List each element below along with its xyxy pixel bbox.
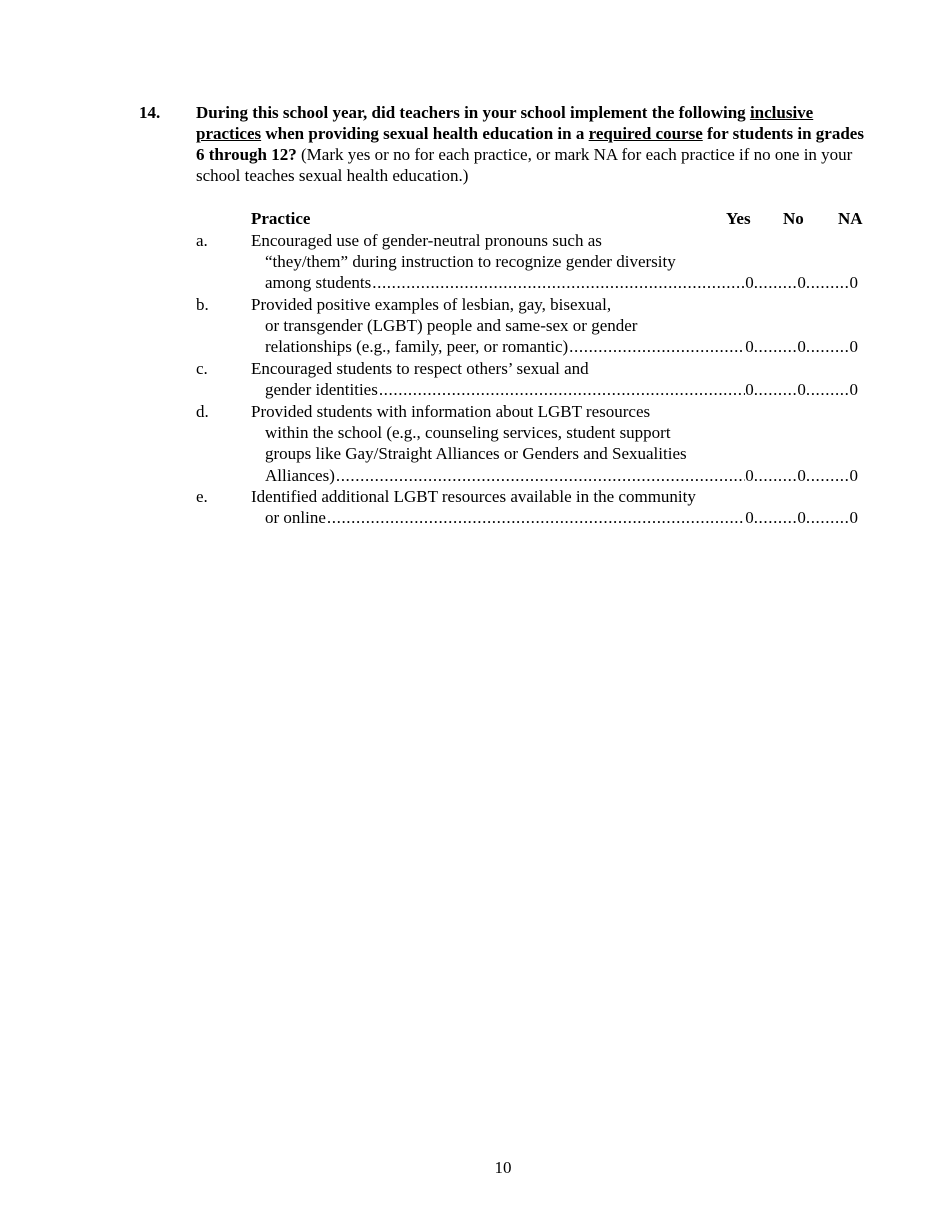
item-text-line: Alliances) [265, 466, 335, 485]
item-text-line: among students [265, 273, 372, 292]
question-instruction: (Mark yes or no for each practice, or mark NA for each practice if no one in your school teaches sexual health education.) [196, 145, 853, 185]
item-text-line: Encouraged use of gender-neutral pronouns such as [251, 231, 602, 250]
option-yes[interactable]: 0 [745, 337, 754, 356]
dot-leader: ......... [753, 508, 798, 527]
question-stem-part3: for students in grades 6 through 12? [196, 124, 864, 164]
item-letter: a. [196, 231, 208, 250]
question-stem-part1: During this school year, did teachers in your school implement the following [196, 103, 750, 122]
option-no[interactable]: 0 [797, 380, 806, 399]
option-yes[interactable]: 0 [745, 380, 754, 399]
option-no[interactable]: 0 [797, 337, 806, 356]
option-no[interactable]: 0 [797, 273, 806, 292]
dot-leader [569, 336, 745, 357]
item-text-line: Encouraged students to respect others’ sexual and [251, 359, 589, 378]
dot-leader: ......... [753, 273, 798, 292]
item-text-line: Identified additional LGBT resources available in the community [251, 487, 696, 506]
column-header-no: No [783, 209, 804, 228]
option-yes[interactable]: 0 [745, 508, 754, 527]
column-header-na: NA [838, 209, 863, 228]
column-header-yes: Yes [726, 209, 751, 228]
option-no[interactable]: 0 [797, 508, 806, 527]
option-yes[interactable]: 0 [745, 466, 754, 485]
item-answer-row [265, 379, 858, 400]
page-number: 10 [494, 1158, 512, 1177]
item-letter: c. [196, 359, 208, 378]
item-text-line: groups like Gay/Straight Alliances or Genders and Sexualities [265, 444, 687, 463]
dot-leader [336, 465, 745, 486]
dot-leader: ......... [753, 466, 798, 485]
dot-leader: ......... [805, 273, 850, 292]
dot-leader: ......... [805, 508, 850, 527]
item-letter: d. [196, 402, 209, 421]
dot-leader [327, 507, 745, 528]
question-stem-part2: when providing sexual health education in a [261, 124, 589, 143]
dot-leader [372, 272, 745, 293]
question-number: 14. [139, 103, 161, 122]
item-text-line: within the school (e.g., counseling services, student support [265, 423, 671, 442]
dot-leader: ......... [753, 380, 798, 399]
item-answer-row [265, 336, 858, 357]
item-letter: e. [196, 487, 208, 506]
option-na[interactable]: 0 [849, 337, 858, 356]
dot-leader: ......... [805, 337, 850, 356]
item-letter: b. [196, 295, 209, 314]
dot-leader: ......... [753, 337, 798, 356]
item-text-line: Provided positive examples of lesbian, gay, bisexual, [251, 295, 612, 314]
item-text-line: “they/them” during instruction to recognize gender diversity [265, 252, 676, 271]
question-underline-required-course: required course [588, 124, 703, 143]
item-text-line: gender identities [265, 380, 378, 399]
dot-leader [379, 379, 745, 400]
column-header-practice: Practice [251, 209, 311, 228]
question-text [196, 102, 876, 186]
item-answer-row [265, 507, 858, 528]
item-answer-row [265, 465, 858, 486]
dot-leader: ......... [805, 380, 850, 399]
item-text-line: or transgender (LGBT) people and same-sex or gender [265, 316, 638, 335]
option-na[interactable]: 0 [849, 273, 858, 292]
option-na[interactable]: 0 [849, 380, 858, 399]
question-underline-inclusive-practices: inclusive practices [196, 103, 814, 143]
option-no[interactable]: 0 [797, 466, 806, 485]
item-text-line: Provided students with information about LGBT resources [251, 402, 651, 421]
dot-leader: ......... [805, 466, 850, 485]
option-yes[interactable]: 0 [745, 273, 754, 292]
option-na[interactable]: 0 [849, 508, 858, 527]
item-text-line: relationships (e.g., family, peer, or romantic) [265, 337, 569, 356]
item-answer-row [265, 272, 858, 293]
item-text-line: or online [265, 508, 326, 527]
option-na[interactable]: 0 [849, 466, 858, 485]
